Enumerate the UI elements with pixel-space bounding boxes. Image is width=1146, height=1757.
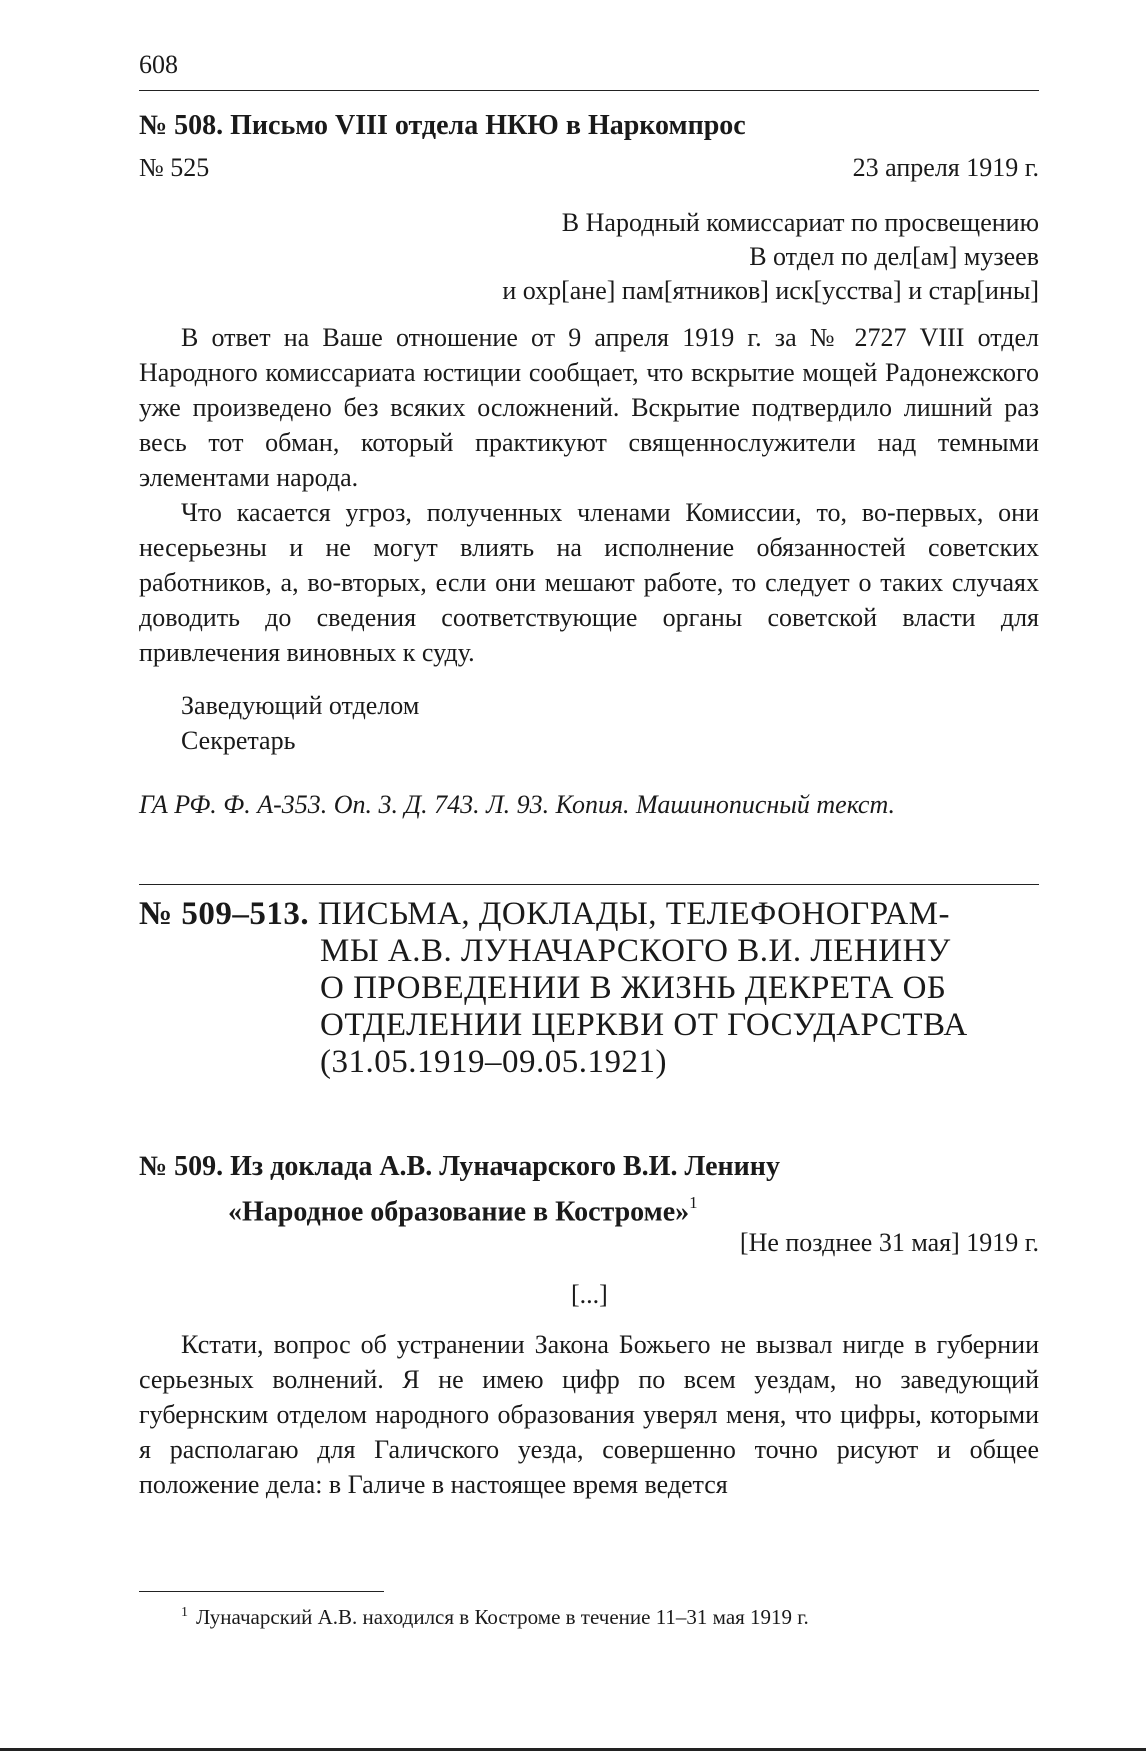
header-rule xyxy=(139,90,1039,91)
doc509-title-line1: № 509. Из доклада А.В. Луначарского В.И. Ленину xyxy=(139,1151,780,1182)
section-heading xyxy=(139,896,1039,1081)
doc508-number: № 525 xyxy=(139,153,210,182)
footnote-text: Луначарский А.В. находился в Костроме в течение 11–31 мая 1919 г. xyxy=(196,1605,809,1629)
footnote xyxy=(181,1605,809,1630)
section-line: МЫ А.В. ЛУНАЧАРСКОГО В.И. ЛЕНИНУ xyxy=(320,933,951,969)
doc509-title xyxy=(139,1148,780,1231)
page-number: 608 xyxy=(139,50,178,79)
section-number: № 509–513. xyxy=(139,896,310,932)
section-line: О ПРОВЕДЕНИИ В ЖИЗНЬ ДЕКРЕТА ОБ xyxy=(320,970,947,1006)
doc509-title-line2: «Народное образование в Костроме» xyxy=(228,1196,690,1228)
doc509-date: [Не позднее 31 мая] 1919 г. xyxy=(739,1228,1039,1257)
doc508-date: 23 апреля 1919 г. xyxy=(852,153,1039,182)
page-bottom-edge xyxy=(0,1748,1146,1751)
doc508-signatures xyxy=(181,688,419,758)
section-rule xyxy=(139,884,1039,885)
footnote-ref: 1 xyxy=(689,1193,698,1212)
signature-head: Заведующий отделом xyxy=(181,691,420,720)
paragraph: Что касается угроз, полученных членами Комиссии, то, во-первых, они несерьезны и не могут влиять на исполнение обязанностей советских работников, а, во-вторых, если они мешают работе, то следует о таких случаях доводить до сведения соответствующие органы советской власти для привлечения виновных к суду. xyxy=(139,498,1039,667)
address-line: и охр[ане] пам[ятников] иск[усства] и стар[ины] xyxy=(502,276,1039,305)
section-line: ПИСЬМА, ДОКЛАДЫ, ТЕЛЕФОНОГРАМ- xyxy=(317,896,951,932)
section-line: (31.05.1919–09.05.1921) xyxy=(320,1044,667,1080)
footnote-mark: 1 xyxy=(181,1605,188,1620)
paragraph: Кстати, вопрос об устранении Закона Божьего не вызвал нигде в губернии серьезных волнений. Я не имею цифр по всем уездам, но заведующий губернским отделом народного образования уверял меня, что цифры, которыми я располагаю для Галичского уезда, совершенно точно рисуют и общее положение дела: в Галиче в настоящее время ведется xyxy=(139,1330,1039,1499)
paragraph: В ответ на Ваше отношение от 9 апреля 1919 г. за № 2727 VIII отдел Народного комиссариата юстиции сообщает, что вскрытие мощей Радонежского уже произведено без всяких осложнений. Вскрытие подтвердило лишний раз весь тот обман, который практикуют священнослужители над темными элементами народа. xyxy=(139,323,1039,492)
footnote-rule xyxy=(139,1591,384,1592)
address-line: В отдел по дел[ам] музеев xyxy=(749,242,1039,271)
omission-mark: [...] xyxy=(571,1280,608,1309)
section-line: ОТДЕЛЕНИИ ЦЕРКВИ ОТ ГОСУДАРСТВА xyxy=(320,1007,968,1043)
doc509-body xyxy=(139,1327,1039,1502)
doc508-address xyxy=(502,206,1039,308)
doc508-body xyxy=(139,320,1039,670)
doc508-title: № 508. Письмо VIII отдела НКЮ в Наркомпрос xyxy=(139,110,746,141)
archive-source: ГА РФ. Ф. А-353. Оп. 3. Д. 743. Л. 93. Копия. Машинописный текст. xyxy=(139,790,896,819)
address-line: В Народный комиссариат по просвещению xyxy=(561,208,1039,237)
signature-secretary: Секретарь xyxy=(181,726,296,755)
